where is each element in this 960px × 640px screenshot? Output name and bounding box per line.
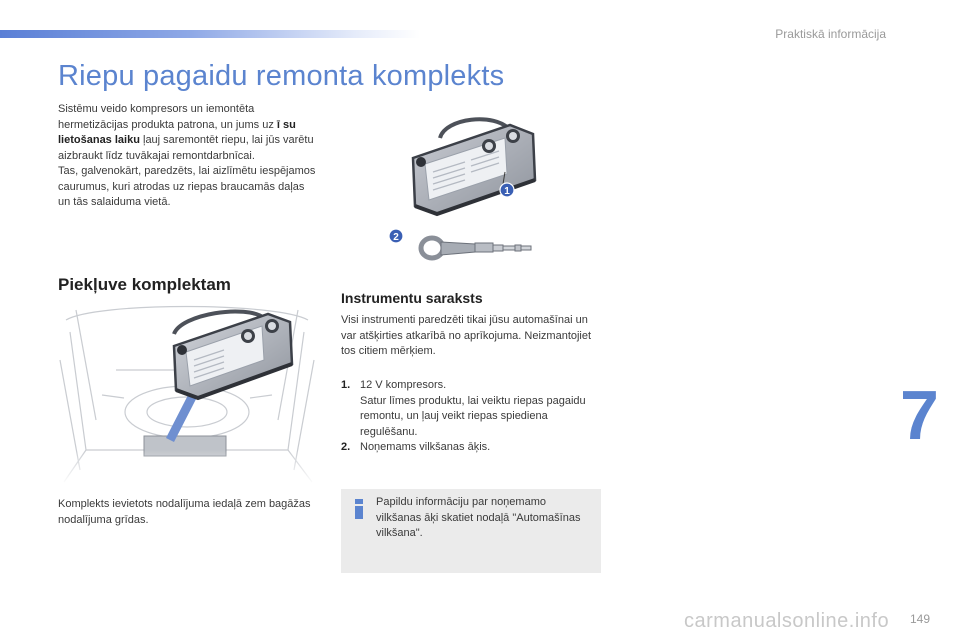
page-title: Riepu pagaidu remonta komplekts <box>58 60 505 92</box>
tools-heading: Instrumentu saraksts <box>341 290 483 306</box>
access-caption: Komplekts ievietots nodalījuma iedaļā zem bagāžas nodalījuma grīdas. <box>58 498 311 526</box>
list-item-desc: Satur līmes produktu, lai veiktu riepas pagaidu remontu, un ļauj veikt riepas spiediena regulēšanu. <box>360 394 586 438</box>
watermark: carmanualsonline.info <box>684 610 890 632</box>
list-item <box>341 440 606 456</box>
chapter-number: 7 <box>900 376 939 454</box>
list-item-number: 1. <box>341 379 351 391</box>
intro-p1-bold: ī su lietošanas laiku <box>58 118 296 146</box>
page-number: 149 <box>909 612 930 626</box>
tools-list <box>341 378 606 456</box>
info-icon <box>352 499 366 519</box>
info-text: Papildu informāciju par noņemamo vilkšanas āķi skatiet nodaļā "Automašīnas vilkšana". <box>376 496 581 539</box>
list-item-title: Noņemams vilkšanas āķis. <box>360 441 491 453</box>
intro-p2: Tas, galvenokārt, paredzēts, lai aizlīmētu iespējamos caurumus, kuri atrodas uz riepas braucamās daļas un tās salaiduma vietā. <box>58 165 316 208</box>
intro-text <box>58 102 318 211</box>
access-heading: Piekļuve komplektam <box>58 275 231 294</box>
tools-intro: Visi instrumenti paredzēti tikai jūsu automašīnai un var atšķirties atkarībā no aprīkojuma. Neizmantojiet tos citiem mērķiem. <box>341 314 592 357</box>
info-box <box>341 489 601 573</box>
header-accent-bar <box>0 30 420 38</box>
section-label: Praktiskā informācija <box>775 27 886 41</box>
list-item-number: 2. <box>341 441 351 453</box>
intro-p1-end: ļauj saremontēt riepu, lai jūs varētu aizbraukt līdz tuvākajai remontdarbnīcai. <box>58 134 314 162</box>
intro-p1: Sistēmu veido kompresors un iemontēta hermetizācijas produkta patrona, un jums uz <box>58 103 274 131</box>
list-item <box>341 378 606 440</box>
callout-2: 2 <box>393 232 399 243</box>
callout-1: 1 <box>504 186 510 197</box>
list-item-title: 12 V kompresors. <box>360 379 447 391</box>
trunk-illustration <box>56 300 318 485</box>
repair-kit-illustration <box>385 110 555 270</box>
